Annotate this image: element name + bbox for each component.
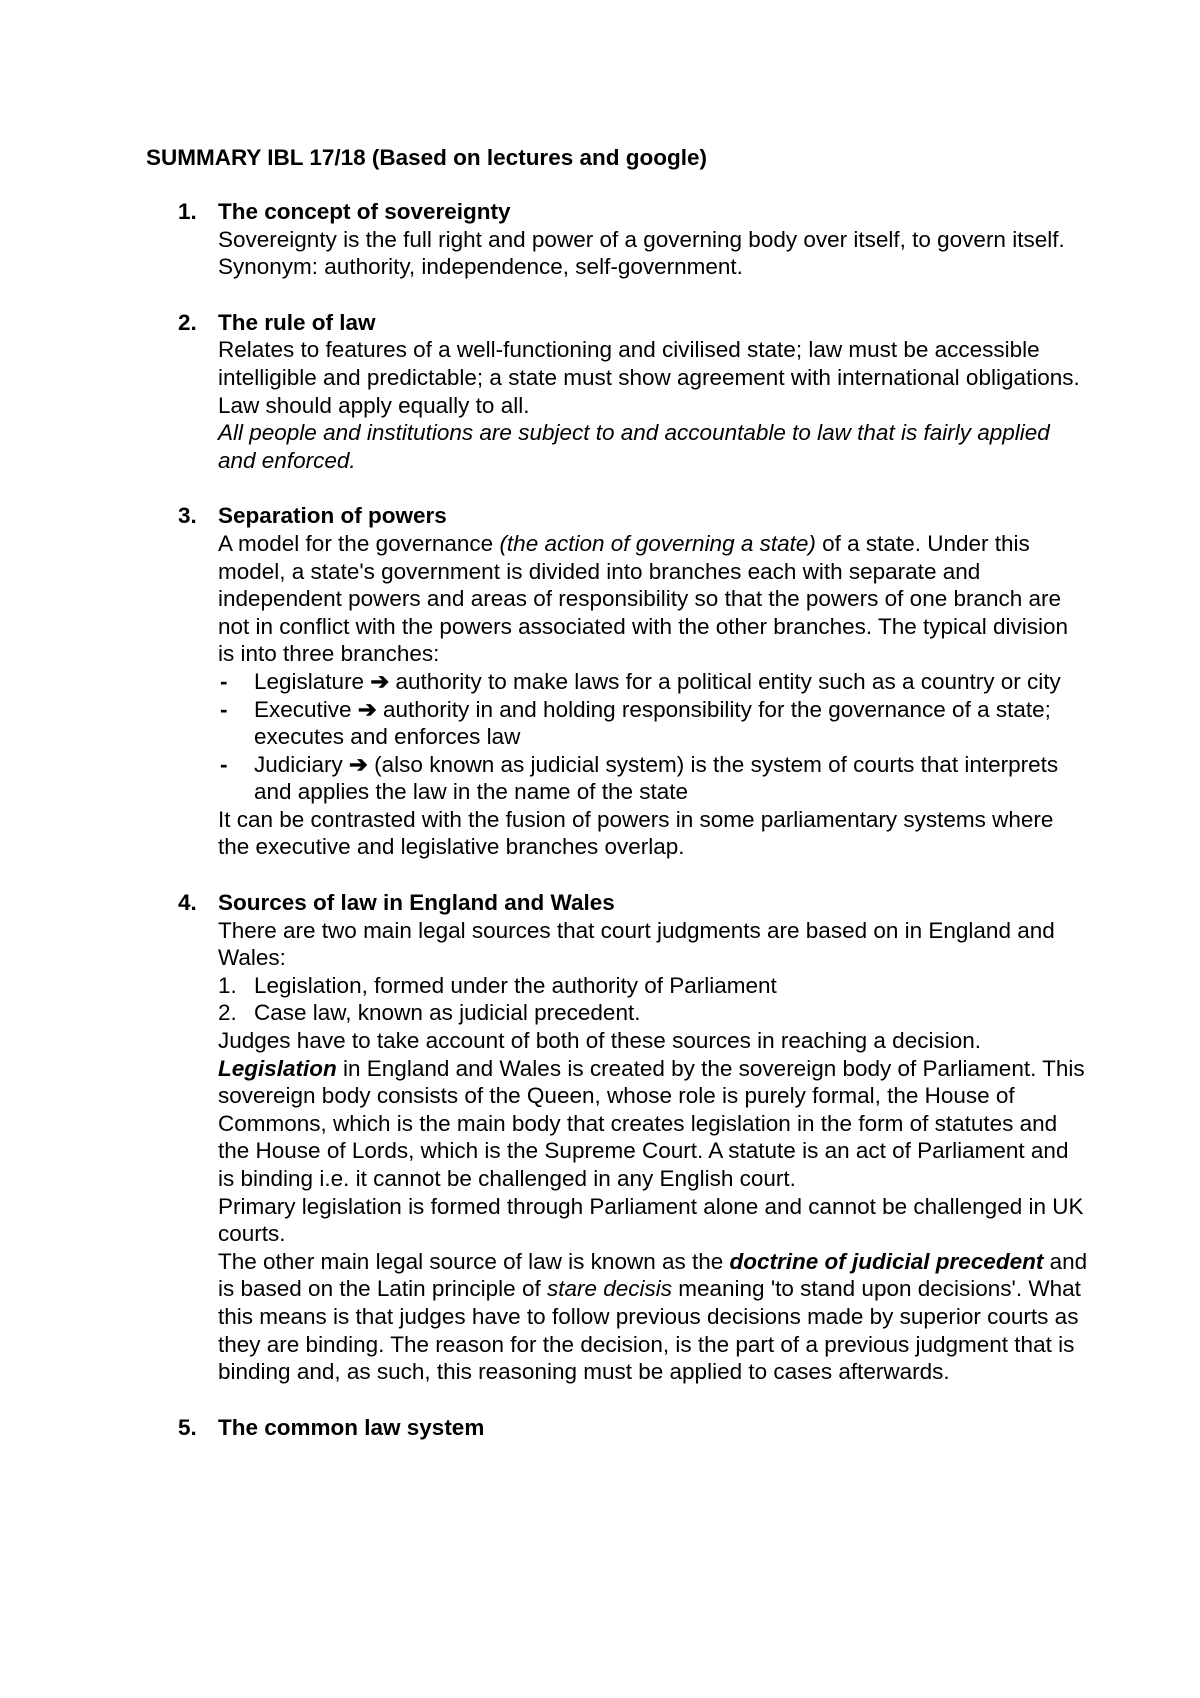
branch-term: Legislature <box>254 668 365 694</box>
sources-list <box>218 972 1088 1027</box>
sections-list <box>178 198 1088 1469</box>
dash-bullet: - <box>220 751 228 777</box>
branch-description: authority in and holding responsibility for the governance of a state; executes and enforces law <box>254 696 1051 750</box>
section-heading: Separation of powers <box>218 503 447 529</box>
section-number: 4. <box>178 890 197 916</box>
italic-run: stare decisis <box>546 1276 673 1302</box>
list-item <box>218 696 1088 751</box>
section-paragraph: Judges have to take account of both of these sources in reaching a decision. <box>218 1028 981 1054</box>
section-common-law <box>178 1414 1088 1442</box>
italic-paragraph: All people and institutions are subject to and accountable to law that is fairly applied and enforced. <box>218 420 1050 473</box>
section-paragraph <box>218 1055 1088 1193</box>
section-heading: Sources of law in England and Wales <box>218 890 615 916</box>
section-number: 1. <box>178 199 197 224</box>
section-paragraph: Primary legislation is formed through Parliament alone and cannot be challenged in UK courts. <box>218 1193 1084 1247</box>
italic-run: (the action of governing a state) <box>499 530 816 556</box>
list-item <box>218 668 1088 696</box>
dash-bullet: - <box>220 696 228 722</box>
list-item-text: Legislation, formed under the authority of Parliament <box>254 972 777 998</box>
text-run: A model for the governance <box>218 530 500 556</box>
bold-italic-term: doctrine of judicial precedent <box>729 1248 1044 1274</box>
arrow-icon: ➔ <box>357 696 377 722</box>
text-run: in England and Wales is created by the sovereign body of Parliament. This sovereign body consists of the Queen, whose role is purely formal, the House of Commons, which is the main body that creates legislation in the form of statutes and the House of Lords, which is the Supreme Court. A statute is an act of Parliament and is binding i.e. it cannot be challenged in any English court. <box>218 1055 1085 1191</box>
list-item <box>218 972 1088 1000</box>
section-paragraph: It can be contrasted with the fusion of powers in some parliamentary systems where the executive and legislative branches overlap. <box>218 806 1054 860</box>
section-number: 3. <box>178 503 197 529</box>
section-heading: The common law system <box>218 1414 485 1440</box>
branch-description: (also known as judicial system) is the system of courts that interprets and applies the law in the name of the state <box>254 751 1059 805</box>
arrow-icon: ➔ <box>349 751 368 777</box>
branch-description: authority to make laws for a political entity such as a country or city <box>395 668 1061 694</box>
section-number: 5. <box>178 1414 197 1440</box>
list-number: 2. <box>218 1000 237 1026</box>
list-number: 1. <box>218 972 237 998</box>
list-item <box>218 999 1088 1027</box>
section-heading: The rule of law <box>218 309 376 335</box>
section-sources-of-law <box>178 889 1088 1386</box>
list-item-text: Case law, known as judicial precedent. <box>254 1000 641 1026</box>
branches-list <box>218 668 1088 806</box>
section-rule-of-law <box>178 309 1088 475</box>
section-paragraph <box>218 1248 1088 1386</box>
section-number: 2. <box>178 309 197 335</box>
bold-italic-term: Legislation <box>218 1055 337 1081</box>
document-title: SUMMARY IBL 17/18 (Based on lectures and google) <box>146 145 707 170</box>
text-run: The other main legal source of law is known as the <box>218 1248 730 1274</box>
section-heading: The concept of sovereignty <box>218 199 511 224</box>
branch-term: Executive <box>254 696 352 722</box>
text-run: meaning 'to stand upon decisions'. What this means is that judges have to follow previous decisions made by superior courts as they are binding. The reason for the decision, is the part of a previous judgment that is binding and, as such, this reasoning must be applied to cases afterwards. <box>218 1276 1081 1385</box>
section-paragraph: Sovereignty is the full right and power of a governing body over itself, to govern itself. Synonym: authority, independence, self-government. <box>218 226 1065 280</box>
text-run: of a state. Under this model, a state's government is divided into branches each with separate and independent powers and areas of responsibility so that the powers of one branch are not in conflict with the powers associated with the other branches. The typical division is into three branches: <box>218 530 1069 667</box>
text-run: and is based on the Latin principle of <box>218 1248 1088 1302</box>
section-separation-of-powers <box>178 502 1088 861</box>
list-item <box>218 751 1088 806</box>
section-paragraph: There are two main legal sources that court judgments are based on in England and Wales: <box>218 917 1055 971</box>
branch-term: Judiciary <box>254 751 343 777</box>
section-paragraph <box>218 530 1088 668</box>
section-sovereignty <box>178 198 1088 281</box>
section-paragraph: Relates to features of a well-functioning and civilised state; law must be accessible intelligible and predictable; a state must show agreement with international obligations. Law should apply equally to all. <box>218 337 1080 418</box>
arrow-icon: ➔ <box>370 668 390 694</box>
dash-bullet: - <box>220 668 228 694</box>
